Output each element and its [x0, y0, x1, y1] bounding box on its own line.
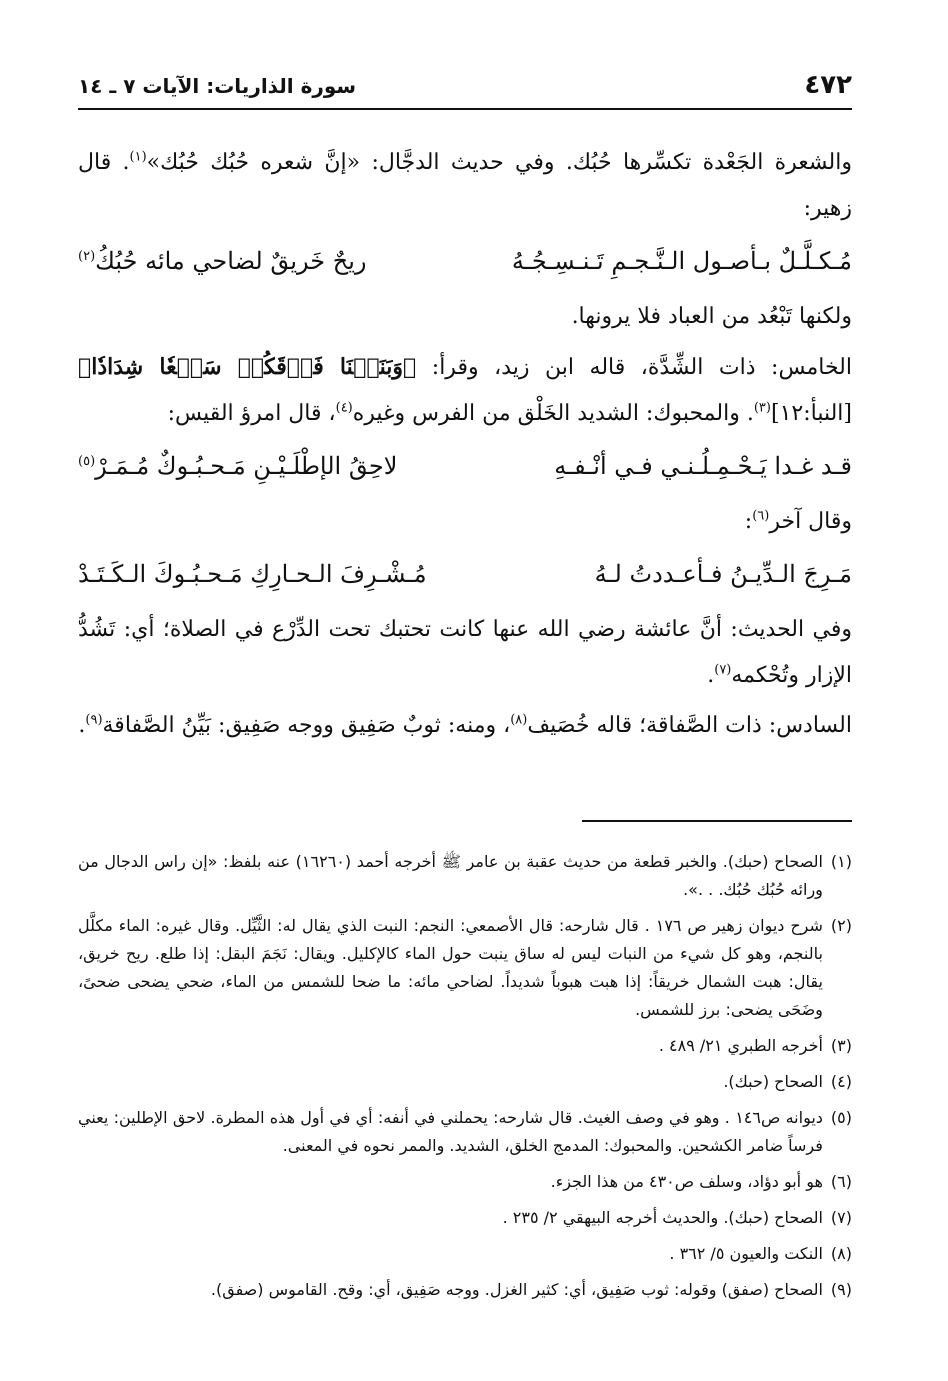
footnote-number: (٩): [830, 1280, 852, 1299]
footnote-number: (٦): [830, 1172, 852, 1191]
paragraph-4-tail: :: [744, 509, 753, 534]
paragraph-3-text-before: الخامس: ذات الشِّدَّة، قاله ابن زيد، وقرأ:: [431, 355, 852, 380]
paragraph-6-tail: .: [78, 713, 86, 738]
footnote-number: (١): [830, 852, 852, 871]
footnote-text: الصحاح (حبك).: [723, 1072, 823, 1091]
running-title: سورة الذاريات: الآيات ٧ ـ ١٤: [78, 74, 357, 98]
footnote-ref-4: (٤): [335, 400, 353, 416]
footnote-4: [78, 1068, 852, 1096]
verse-1: [78, 234, 852, 288]
footnote-8: [78, 1240, 852, 1268]
paragraph-5-text: وفي الحديث: أنَّ عائشة رضي الله عنها كانت تحتبك تحت الدِّرْع في الصلاة؛ أي: تَشُدُّ الإزار وتُحْكمه: [78, 617, 852, 688]
paragraph-3: [78, 344, 852, 437]
footnote-6: [78, 1168, 852, 1196]
footnote-text: ديوانه ص١٤٦ . وهو في وصف الغيث. قال شارحه: يحملني في أنفه: أي في أول هذه المطرة. لاحق الإطلين: يعني فرساً ضامر الكشحين. والمحبوك: المدمج الخلق، الشديد. والممر نحوه في المعنى.: [78, 1108, 823, 1155]
footnote-ref-2: (٢): [78, 249, 96, 264]
footnote-number: (٧): [830, 1208, 852, 1227]
paragraph-1-tail: . قال زهير:: [78, 150, 852, 221]
paragraph-5: [78, 607, 852, 699]
paragraph-4: [78, 499, 852, 545]
footnote-7: [78, 1204, 852, 1232]
verse-2-second-hemistich: [78, 439, 397, 493]
paragraph-3-text-middle: . والمحبوك: الشديد الخَلْق من الفرس وغيره: [352, 401, 754, 426]
verse-1-second-text: ريحٌ خَريقٌ لضاحي مائه حُبُكُ: [95, 247, 367, 275]
verse-3: [78, 547, 852, 601]
paragraph-5-tail: .: [707, 663, 715, 688]
footnote-text: شرح ديوان زهير ص ١٧٦ . قال شارحه: قال الأصمعي: النجم: النبت الذي يقال له: الثَّيِّل. وقال غيره: الماء مكلَّل بالنجم، وهو كل شيء من النبات ليس له ساق ينبت حول الماء كالإكليل. ويقال: نَجَمَ البقل: إذا طلع. ريح خريق، يقال: هبت الشمال خريقاً: إذا هبت هبوباً شديداً. لضاحي مائه: ما ضحا للشمس من الماء، ضحي يضحى ضحىً، وضَحَى يضحى: برز للشمس.: [78, 916, 823, 1019]
footnote-number: (٤): [830, 1072, 852, 1091]
quran-verse: ﴿وَبَنَيۡنَا فَوۡقَكُمۡ سَبۡعٗا شِدَادٗا﴾: [78, 354, 417, 380]
footnote-text: الصحاح (حبك). والحديث أخرجه البيهقي ٢/ ٢٣٥ .: [502, 1208, 823, 1227]
page-header: [78, 68, 852, 110]
footnote-3: [78, 1032, 852, 1060]
footnote-text: الصحاح (صفق) وقوله: ثوب صَفِيق، أي: كثير الغزل. ووجه صَفِيق، أي: وقح. القاموس (صفق).: [210, 1280, 823, 1299]
paragraph-1-text: والشعرة الجَعْدة تكسِّرها حُبُك. وفي حديث الدجَّال: «إنَّ شعره حُبُك حُبُك»: [146, 150, 852, 175]
verse-3-first-hemistich: مَـرِجَ الـدِّيـنُ فـأعـددتُ لـهُ: [594, 560, 852, 588]
footnote-text: الصحاح (حبك). والخبر قطعة من حديث عقبة بن عامر ﷺ أخرجه أحمد (١٦٢٦٠) عنه بلفظ: «إن راس الدجال من ورائه حُبُك حُبُك. . .».: [78, 852, 823, 899]
page-number: ٤٧٢: [804, 70, 852, 100]
footnote-number: (٢): [830, 916, 852, 935]
footnote-text: أخرجه الطبري ٢١/ ٤٨٩ .: [658, 1036, 823, 1055]
footnote-number: (٣): [830, 1036, 852, 1055]
footnote-text: النكت والعيون ٥/ ٣٦٢ .: [669, 1244, 823, 1263]
footnote-text: هو أبو دؤاد، وسلف ص٤٣٠ من هذا الجزء.: [550, 1172, 823, 1191]
footnote-ref-5: (٥): [78, 454, 96, 469]
footnote-ref-1: (١): [129, 149, 147, 165]
paragraph-6-text: السادس: ذات الصَّفاقة؛ قاله خُصَيف: [527, 713, 852, 738]
paragraph-6: [78, 703, 852, 749]
footnote-separator: [582, 820, 852, 822]
footnote-ref-7: (٧): [714, 662, 732, 678]
footnote-5: [78, 1104, 852, 1160]
footnote-9: [78, 1276, 852, 1304]
quran-citation: [النبأ:١٢]: [770, 401, 852, 426]
footnote-ref-6: (٦): [752, 508, 770, 524]
paragraph-1: [78, 140, 852, 232]
paragraph-2: ولكنها تَبْعُد من العباد فلا يرونها.: [571, 304, 852, 329]
verse-3-second-hemistich: مُـشْـرِفَ الـحـارِكِ مَـحـبُـوكَ الـكَـتَـدْ: [78, 560, 427, 588]
footnote-number: (٨): [830, 1244, 852, 1263]
paragraph-3-text-after: ، قال امرؤ القيس:: [167, 401, 336, 426]
main-text: [78, 140, 852, 749]
footnote-ref-8: (٨): [510, 712, 528, 728]
verse-2: [78, 439, 852, 493]
footnotes: [78, 848, 852, 1312]
footnote-number: (٥): [830, 1108, 852, 1127]
footnote-1: [78, 848, 852, 904]
footnote-ref-3: (٣): [753, 400, 771, 416]
paragraph-6-text-2: ، ومنه: ثوبٌ صَفِيق ووجه صَفِيق: بَيِّنُ الصَّفاقة: [102, 713, 511, 738]
paragraph-4-text: وقال آخر: [769, 509, 852, 534]
verse-2-second-text: لاحِقُ الإطْلَـيْـنِ مَـحـبُـوكٌ مُـمَـرْ: [95, 452, 398, 480]
verse-1-second-hemistich: [78, 234, 367, 288]
footnote-ref-9: (٩): [85, 712, 103, 728]
verse-1-first-hemistich: مُـكـلَّـلٌ بـأصـول الـنَّـجـمِ تَـنـسِـجُـهُ: [511, 247, 852, 275]
footnote-2: [78, 912, 852, 1024]
verse-2-first-hemistich: قـد غـدا يَـحْـمِـلُـنـي فـي أنْـفـهِ: [554, 452, 852, 480]
